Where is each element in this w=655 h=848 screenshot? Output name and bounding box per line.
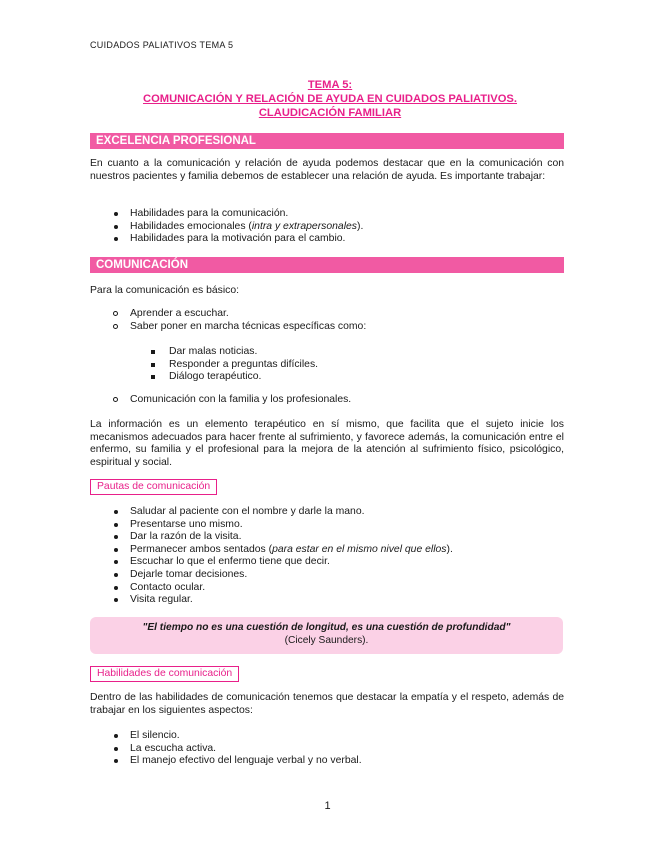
list-item: Habilidades emocionales (intra y extrapersonales). <box>112 221 562 234</box>
list-item: Presentarse uno mismo. <box>112 519 562 532</box>
quote-text: "El tiempo no es una cuestión de longitud, es una cuestión de profundidad" <box>142 622 511 633</box>
quote-box <box>90 617 563 654</box>
title-line-3: CLAUDICACIÓN FAMILIAR <box>258 107 402 119</box>
list-item: Comunicación con la familia y los profesionales. <box>112 394 562 407</box>
list-item: Contacto ocular. <box>112 582 562 595</box>
list-item: El silencio. <box>112 730 562 743</box>
page-number: 1 <box>324 800 331 812</box>
subheading-pautas: Pautas de comunicación <box>90 479 217 495</box>
running-header: CUIDADOS PALIATIVOS TEMA 5 <box>90 40 234 50</box>
document-title <box>90 78 570 120</box>
title-line-1: TEMA 5: <box>307 79 353 91</box>
title-line-2: COMUNICACIÓN Y RELACIÓN DE AYUDA EN CUIDADOS PALIATIVOS. <box>143 93 517 105</box>
list-item: Diálogo terapéutico. <box>150 371 550 384</box>
list-item: Aprender a escuchar. <box>112 308 562 321</box>
section2-intro: Para la comunicación es básico: <box>90 285 240 296</box>
pautas-list <box>112 506 562 607</box>
list-item: Saludar al paciente con el nombre y darle la mano. <box>112 506 562 519</box>
habilidades-intro: Dentro de las habilidades de comunicación tenemos que destacar la empatía y el respeto, además de trabajar en los siguientes aspectos: <box>90 692 564 716</box>
section1-bullet-list <box>112 208 562 246</box>
list-item: Dar malas noticias. <box>150 346 550 359</box>
list-item: Habilidades para la comunicación. <box>112 208 562 221</box>
list-item: Habilidades para la motivación para el cambio. <box>112 233 562 246</box>
list-item: Permanecer ambos sentados (para estar en el mismo nivel que ellos). <box>112 544 562 557</box>
list-item: Responder a preguntas difíciles. <box>150 359 550 372</box>
list-item: El manejo efectivo del lenguaje verbal y no verbal. <box>112 755 562 768</box>
quote-author: (Cicely Saunders). <box>284 635 369 646</box>
section2-square-list <box>150 346 550 384</box>
section-heading-comunicacion: COMUNICACIÓN <box>90 257 564 273</box>
list-item: Visita regular. <box>112 594 562 607</box>
habilidades-list <box>112 730 562 768</box>
list-item: Dar la razón de la visita. <box>112 531 562 544</box>
section-heading-excelencia: EXCELENCIA PROFESIONAL <box>90 133 564 149</box>
list-item: Escuchar lo que el enfermo tiene que decir. <box>112 556 562 569</box>
list-item: La escucha activa. <box>112 743 562 756</box>
section2-paragraph: La información es un elemento terapéutico en sí mismo, que facilita que el sujeto inicie los mecanismos adecuados para hacer frente al sufrimiento, y favorece además, la comunicación entre el enfermo, su familia y el profesional para la mejora de la atención al sufrimiento físico, psicológico, espiritual y social. <box>90 419 564 468</box>
section2-circle-list-2 <box>112 394 562 407</box>
section2-circle-list <box>112 308 562 333</box>
list-item: Saber poner en marcha técnicas específicas como: <box>112 321 562 334</box>
subheading-habilidades: Habilidades de comunicación <box>90 666 239 682</box>
list-item: Dejarle tomar decisiones. <box>112 569 562 582</box>
section1-intro: En cuanto a la comunicación y relación de ayuda podemos destacar que en la comunicación con nuestros pacientes y familia debemos de establecer una relación de ayuda. Es importante trabajar: <box>90 158 564 182</box>
